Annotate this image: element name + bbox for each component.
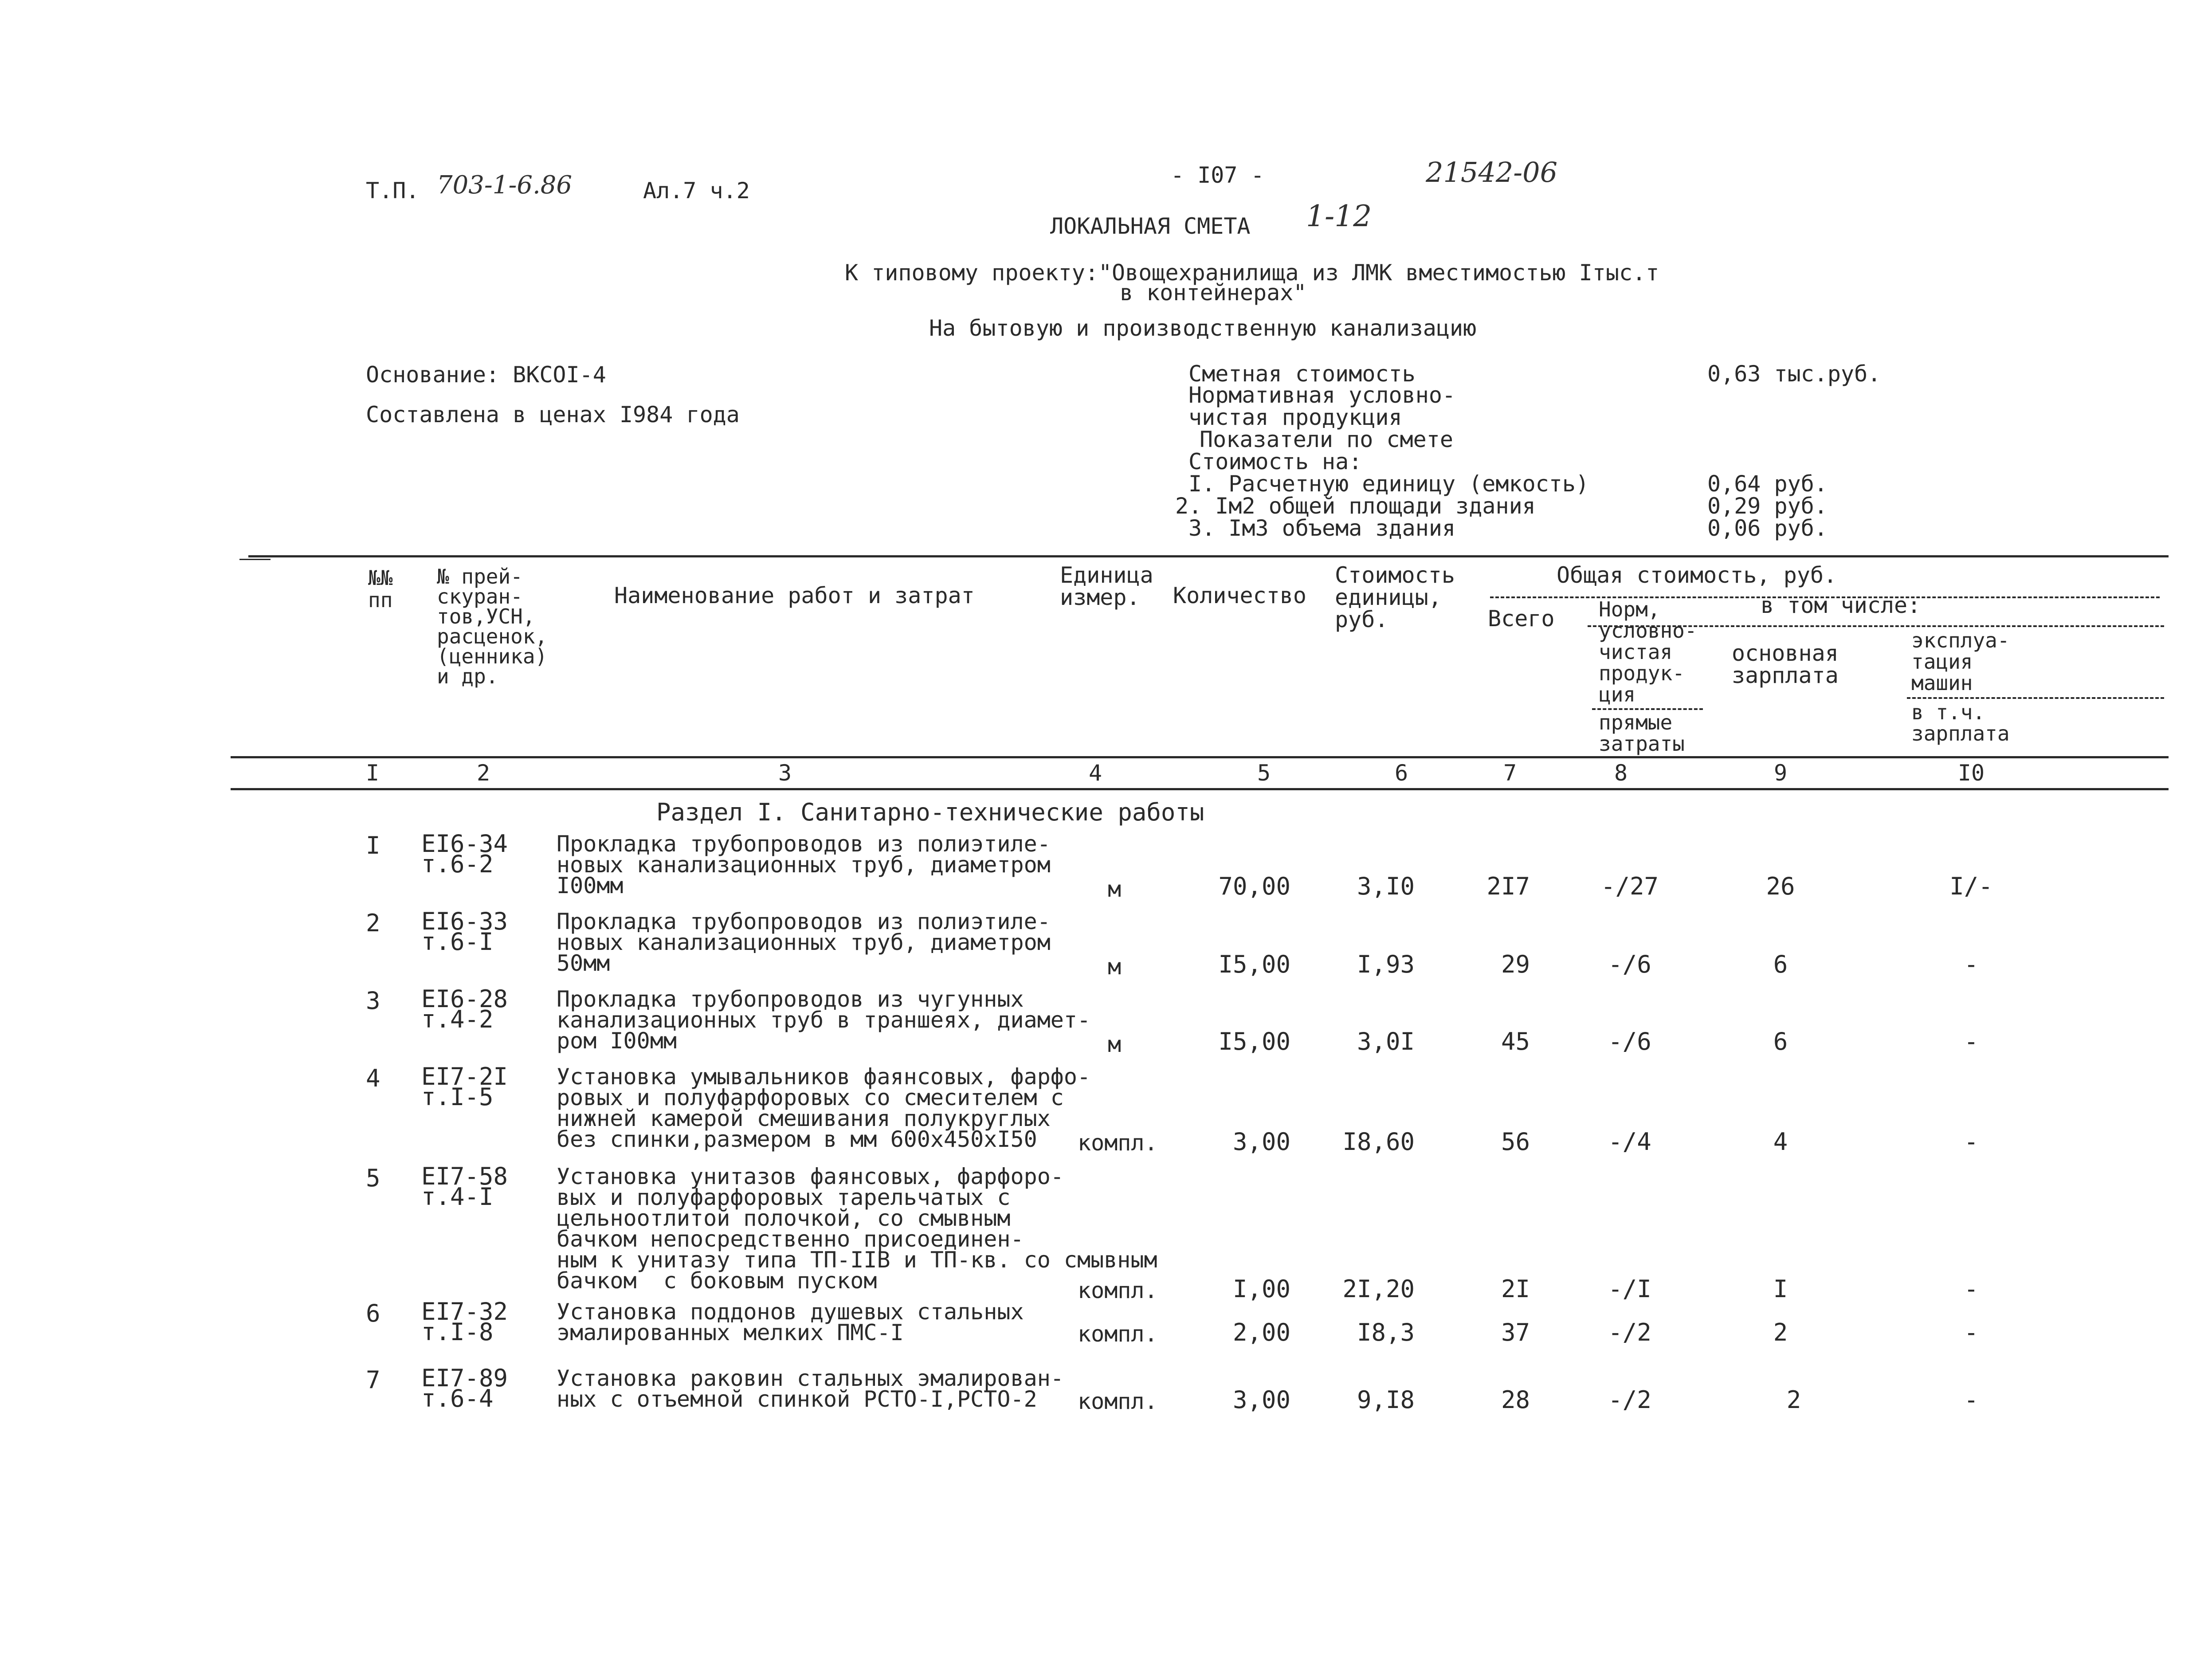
col-number-3: 3: [778, 760, 792, 786]
row-1-total: 2I7: [1486, 872, 1530, 900]
row-6-total: 37: [1501, 1318, 1530, 1346]
row-3-price: 3,0I: [1357, 1028, 1415, 1055]
normative-production-label: Нормативная условно- чистая продукция: [1188, 382, 1456, 430]
row-1-norm: -/27: [1600, 872, 1659, 900]
col-header-total: Всего: [1488, 606, 1555, 631]
row-3-norm: -/6: [1608, 1028, 1651, 1055]
estimate-purpose: На бытовую и производственную канализацию: [929, 315, 1477, 341]
row-2-wage: 6: [1773, 950, 1788, 978]
col-header-work-name: Наименование работ и затрат: [614, 583, 975, 608]
col-header-direct-costs: прямые затраты: [1599, 710, 1685, 756]
col-number-2: 2: [476, 760, 490, 786]
col-header-machinery-wage: в т.ч. зарплата: [1911, 700, 2010, 745]
col-header-including: в том числе:: [1761, 592, 1921, 618]
row-2-name: Прокладка трубопроводов из полиэтиле- новых канализационных труб, диаметром 50мм: [557, 909, 1051, 976]
indicator-2-label: 2. Iм2 общей площади здания: [1175, 493, 1536, 519]
row-3-qty: I5,00: [1218, 1028, 1290, 1055]
row-6-machinery: -: [1964, 1318, 1979, 1346]
row-7-wage: 2: [1786, 1386, 1801, 1414]
col-number-10: I0: [1957, 760, 1985, 786]
row-2-no: 2: [366, 909, 380, 937]
col-header-unit: Единица измер.: [1060, 562, 1153, 610]
row-4-unit: компл.: [1078, 1130, 1158, 1156]
row-6-norm: -/2: [1608, 1318, 1651, 1346]
col-number-7: 7: [1503, 760, 1517, 786]
smeta-title: ЛОКАЛЬНАЯ СМЕТА: [1050, 213, 1251, 239]
row-7-machinery: -: [1964, 1386, 1979, 1414]
c10-split-dash: [1907, 697, 2164, 699]
row-5-unit: компл.: [1078, 1278, 1158, 1303]
table-top-rule: [248, 555, 2169, 557]
tp-number-handwritten: 703-1-6.86: [437, 171, 573, 200]
row-1-machinery: I/-: [1949, 872, 1993, 900]
row-1-no: I: [366, 832, 380, 859]
indicator-3-label: 3. Iм3 объема здания: [1188, 515, 1456, 541]
project-title-line1: К типовому проекту:"Овощехранилища из ЛМК вместимостью Iтыс.т: [845, 260, 1659, 286]
row-2-unit: м: [1108, 954, 1122, 980]
row-4-wage: 4: [1773, 1128, 1788, 1156]
col-number-8: 8: [1614, 760, 1628, 786]
col-header-price-list: № прей- скуран- тов,УСН, расценок, (ценника) и др.: [437, 565, 548, 688]
row-6-no: 6: [366, 1299, 380, 1327]
row-4-no: 4: [366, 1064, 380, 1092]
header-bottom-rule: [231, 756, 2169, 758]
indicators-label: Показатели по смете: [1200, 427, 1453, 452]
page-number: - I07 -: [1171, 162, 1264, 188]
row-5-total: 2I: [1501, 1275, 1530, 1303]
numbers-bottom-rule: [231, 788, 2169, 790]
row-1-wage: 26: [1766, 872, 1795, 900]
row-6-wage: 2: [1773, 1318, 1788, 1346]
row-6-name: Установка поддонов душевых стальных эмалированных мелких ПМС-I: [557, 1299, 1024, 1345]
col-header-normative: Норм, условно- чистая продук- ция: [1599, 597, 1697, 706]
row-5-norm: -/I: [1608, 1275, 1651, 1303]
row-7-qty: 3,00: [1232, 1386, 1290, 1414]
col-header-machinery: эксплуа- тация машин: [1911, 628, 2010, 695]
row-3-total: 45: [1501, 1028, 1530, 1055]
row-2-code: ЕI6-33 т.6-I: [421, 907, 508, 956]
col-number-1: I: [365, 760, 380, 786]
row-7-code: ЕI7-89 т.6-4: [421, 1364, 508, 1412]
col-header-quantity: Количество: [1173, 583, 1307, 608]
row-2-machinery: -: [1964, 950, 1979, 978]
row-3-no: 3: [366, 987, 380, 1015]
row-7-price: 9,I8: [1357, 1386, 1415, 1414]
row-4-qty: 3,00: [1232, 1128, 1290, 1156]
row-1-qty: 70,00: [1218, 872, 1290, 900]
row-6-code: ЕI7-32 т.I-8: [421, 1298, 508, 1346]
row-2-norm: -/6: [1608, 950, 1651, 978]
row-3-machinery: -: [1964, 1028, 1979, 1055]
c8-split-dash: [1592, 708, 1703, 710]
estimated-cost-label: Сметная стоимость: [1188, 361, 1416, 387]
row-3-wage: 6: [1773, 1028, 1788, 1055]
row-5-name: Установка унитазов фаянсовых, фарфоро- вых и полуфарфоровых тарельчатых с цельноотлитой полочкой, со смывным бачком непосредственно присоединен- ным к унитазу типа ТП-IIВ и ТП-кв. со смывным бачком с боковым пуском: [557, 1164, 1157, 1294]
project-title-line2: в контейнерах": [1120, 280, 1307, 306]
row-7-unit: компл.: [1078, 1388, 1158, 1414]
row-1-code: ЕI6-34 т.6-2: [421, 830, 508, 878]
row-7-no: 7: [366, 1366, 380, 1394]
col-number-6: 6: [1394, 760, 1408, 786]
col-number-4: 4: [1088, 760, 1102, 786]
tp-prefix: Т.П.: [366, 178, 420, 204]
col-header-no: №№ пп: [368, 566, 393, 612]
row-4-price: I8,60: [1342, 1128, 1415, 1156]
row-3-name: Прокладка трубопроводов из чугунных канализационных труб в траншеях, диамет- ром I00мм: [557, 986, 1091, 1054]
smeta-number-handwritten: 1-12: [1306, 199, 1372, 233]
row-3-code: ЕI6-28 т.4-2: [421, 985, 508, 1033]
row-5-code: ЕI7-58 т.4-I: [421, 1162, 508, 1211]
row-4-norm: -/4: [1608, 1128, 1651, 1156]
indicator-1-value: 0,64 руб.: [1707, 471, 1828, 497]
table-top-rule-tail: [239, 559, 271, 560]
row-5-qty: I,00: [1232, 1275, 1290, 1303]
row-5-price: 2I,20: [1342, 1275, 1415, 1303]
col-header-unit-cost: Стоимость единицы, руб.: [1335, 562, 1455, 632]
col-header-base-wage: основная зарплата: [1732, 640, 1839, 688]
cost-on-label: Стоимость на:: [1188, 449, 1362, 475]
row-4-name: Установка умывальников фаянсовых, фарфо- ровых и полуфарфоровых со смесителем с нижней камерой смешивания полукруглых без спинки,размером в мм 600х450хI50: [557, 1064, 1091, 1152]
row-1-name: Прокладка трубопроводов из полиэтиле- новых канализационных труб, диаметром I00мм: [557, 831, 1051, 898]
row-5-no: 5: [366, 1164, 380, 1192]
col-number-5: 5: [1257, 760, 1271, 786]
section-title: Раздел I. Санитарно-технические работы: [656, 798, 1204, 826]
row-7-total: 28: [1501, 1386, 1530, 1414]
row-1-price: 3,I0: [1357, 872, 1415, 900]
handwritten-code: 21542-06: [1426, 156, 1558, 188]
prices-year-text: Составлена в ценах I984 года: [366, 402, 740, 428]
row-7-norm: -/2: [1608, 1386, 1651, 1414]
row-1-unit: м: [1108, 876, 1122, 902]
row-2-qty: I5,00: [1218, 950, 1290, 978]
estimated-cost-value: 0,63 тыс.руб.: [1707, 361, 1881, 387]
col-number-9: 9: [1773, 760, 1788, 786]
row-6-price: I8,3: [1357, 1318, 1415, 1346]
row-6-qty: 2,00: [1232, 1318, 1290, 1346]
indicator-2-value: 0,29 руб.: [1707, 493, 1828, 519]
album-ref: Ал.7 ч.2: [643, 178, 750, 204]
row-4-total: 56: [1501, 1128, 1530, 1156]
indicator-3-value: 0,06 руб.: [1707, 515, 1828, 541]
row-3-unit: м: [1108, 1032, 1122, 1057]
row-5-wage: I: [1773, 1275, 1788, 1303]
row-4-machinery: -: [1964, 1128, 1979, 1156]
row-4-code: ЕI7-2I т.I-5: [421, 1063, 508, 1111]
row-7-name: Установка раковин стальных эмалирован- ных с отъемной спинкой РСТО-I,РСТО-2: [557, 1365, 1064, 1412]
row-5-machinery: -: [1964, 1275, 1979, 1303]
indicator-1-label: I. Расчетную единицу (емкость): [1188, 471, 1589, 497]
basis-text: Основание: ВКСОI-4: [366, 362, 606, 388]
row-6-unit: компл.: [1078, 1321, 1158, 1347]
row-2-total: 29: [1501, 950, 1530, 978]
row-2-price: I,93: [1357, 950, 1415, 978]
col-header-total-cost-group: Общая стоимость, руб.: [1557, 562, 1837, 588]
